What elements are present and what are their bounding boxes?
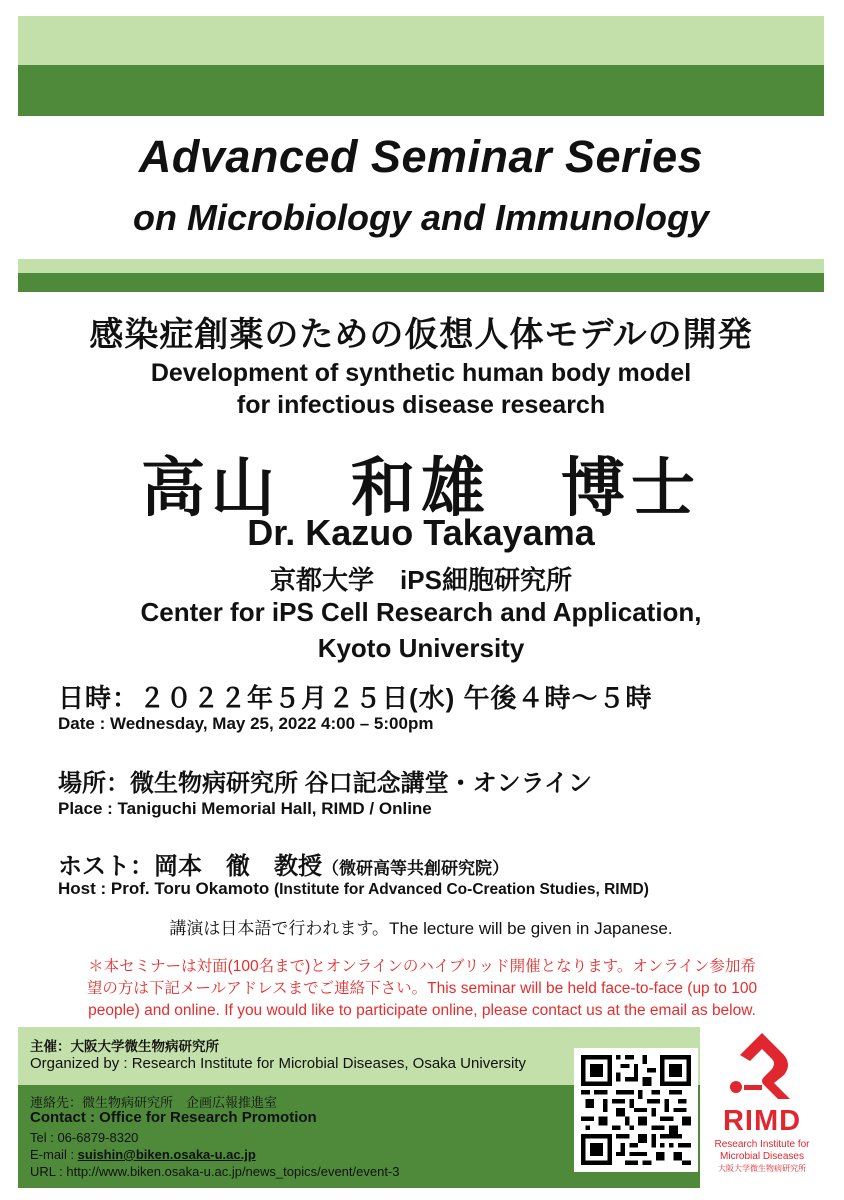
- host-jp-main: ホスト：岡本 徹 教授: [58, 853, 322, 880]
- rimd-logo-text: RIMD: [722, 1105, 802, 1137]
- mid-band-dark: [18, 273, 824, 292]
- notice-line1: ＊本セミナーは対面(100名まで)とオンラインのハイブリッド開催となります。オンライン参加希: [88, 958, 756, 975]
- qr-code: [574, 1048, 698, 1172]
- place-en: Place : Taniguchi Memorial Hall, RIMD / Online: [58, 799, 432, 818]
- top-band-dark: [18, 65, 824, 116]
- rimd-logo-subtitle: [700, 1139, 824, 1175]
- speaker-name-en: Dr. Kazuo Takayama: [247, 512, 595, 553]
- host-jp-affiliation: （微研高等共創研究院）: [322, 859, 509, 878]
- series-title-line2: on Microbiology and Immunology: [133, 197, 709, 238]
- qr-code-icon: [581, 1055, 691, 1165]
- date-jp: 日時：２０２２年５月２５日(水) 午後４時～５時: [58, 683, 653, 713]
- top-band-light: [18, 16, 824, 65]
- rimd-sub-line1: Research Institute for: [714, 1139, 810, 1150]
- speaker-affiliation-jp: 京都大学 iPS細胞研究所: [270, 565, 572, 595]
- host-jp: [58, 846, 509, 881]
- mid-band-light: [18, 259, 824, 273]
- series-title-line1: Advanced Seminar Series: [138, 131, 704, 182]
- speaker-name-jp: 高山 和雄 博士: [141, 452, 701, 524]
- email-link[interactable]: suishin@biken.osaka-u.ac.jp: [77, 1147, 256, 1162]
- contact-url[interactable]: URL : http://www.biken.osaka-u.ac.jp/news_topics/event/event-3: [30, 1164, 400, 1179]
- email-label: E-mail :: [30, 1147, 78, 1162]
- contact-jp: 連絡先：微生物病研究所 企画広報推進室: [30, 1095, 278, 1110]
- language-note: 講演は日本語で行われます。The lecture will be given in Japanese.: [169, 919, 673, 938]
- rimd-sub-line2: Microbial Diseases: [720, 1151, 804, 1162]
- lecture-title-jp: 感染症創薬のための仮想人体モデルの開発: [89, 316, 753, 354]
- speaker-affiliation-en-line2: Kyoto University: [317, 633, 525, 663]
- notice-line2: 望の方は下記メールアドレスまでご連絡下さい。This seminar will be held face-to-face (up to 100: [86, 980, 758, 997]
- speaker-affiliation-en: [18, 594, 824, 666]
- contact-en: Contact : Office for Research Promotion: [30, 1109, 317, 1126]
- speaker-affiliation-en-line1: Center for iPS Cell Research and Application,: [140, 597, 702, 627]
- place-jp: 場所：微生物病研究所 谷口記念講堂・オンライン: [58, 770, 592, 797]
- hybrid-notice: [30, 956, 814, 1022]
- lecture-title-en-line2: for infectious disease research: [236, 391, 606, 419]
- lecture-title-en-line1: Development of synthetic human body model: [150, 359, 692, 387]
- host-en-main: Host : Prof. Toru Okamoto: [58, 879, 274, 898]
- organizer-en: Organized by : Research Institute for Microbial Diseases, Osaka University: [30, 1055, 527, 1072]
- host-en: [58, 879, 649, 899]
- rimd-logo: [700, 1021, 824, 1188]
- date-en: Date : Wednesday, May 25, 2022 4:00 – 5:00pm: [58, 714, 434, 733]
- contact-email-row: [30, 1147, 256, 1162]
- lecture-title-en: [18, 357, 824, 421]
- contact-tel: Tel : 06-6879-8320: [30, 1130, 139, 1145]
- rimd-sub-jp: 大阪大学微生物病研究所: [718, 1164, 806, 1173]
- rimd-logo-icon: [700, 1025, 824, 1105]
- notice-line3: people) and online. If you would like to participate online, please contact us at the email as below.: [88, 1002, 756, 1019]
- organizer-jp: 主催：大阪大学微生物病研究所: [30, 1039, 219, 1054]
- host-en-affiliation: (Institute for Advanced Co-Creation Studies, RIMD): [273, 881, 649, 898]
